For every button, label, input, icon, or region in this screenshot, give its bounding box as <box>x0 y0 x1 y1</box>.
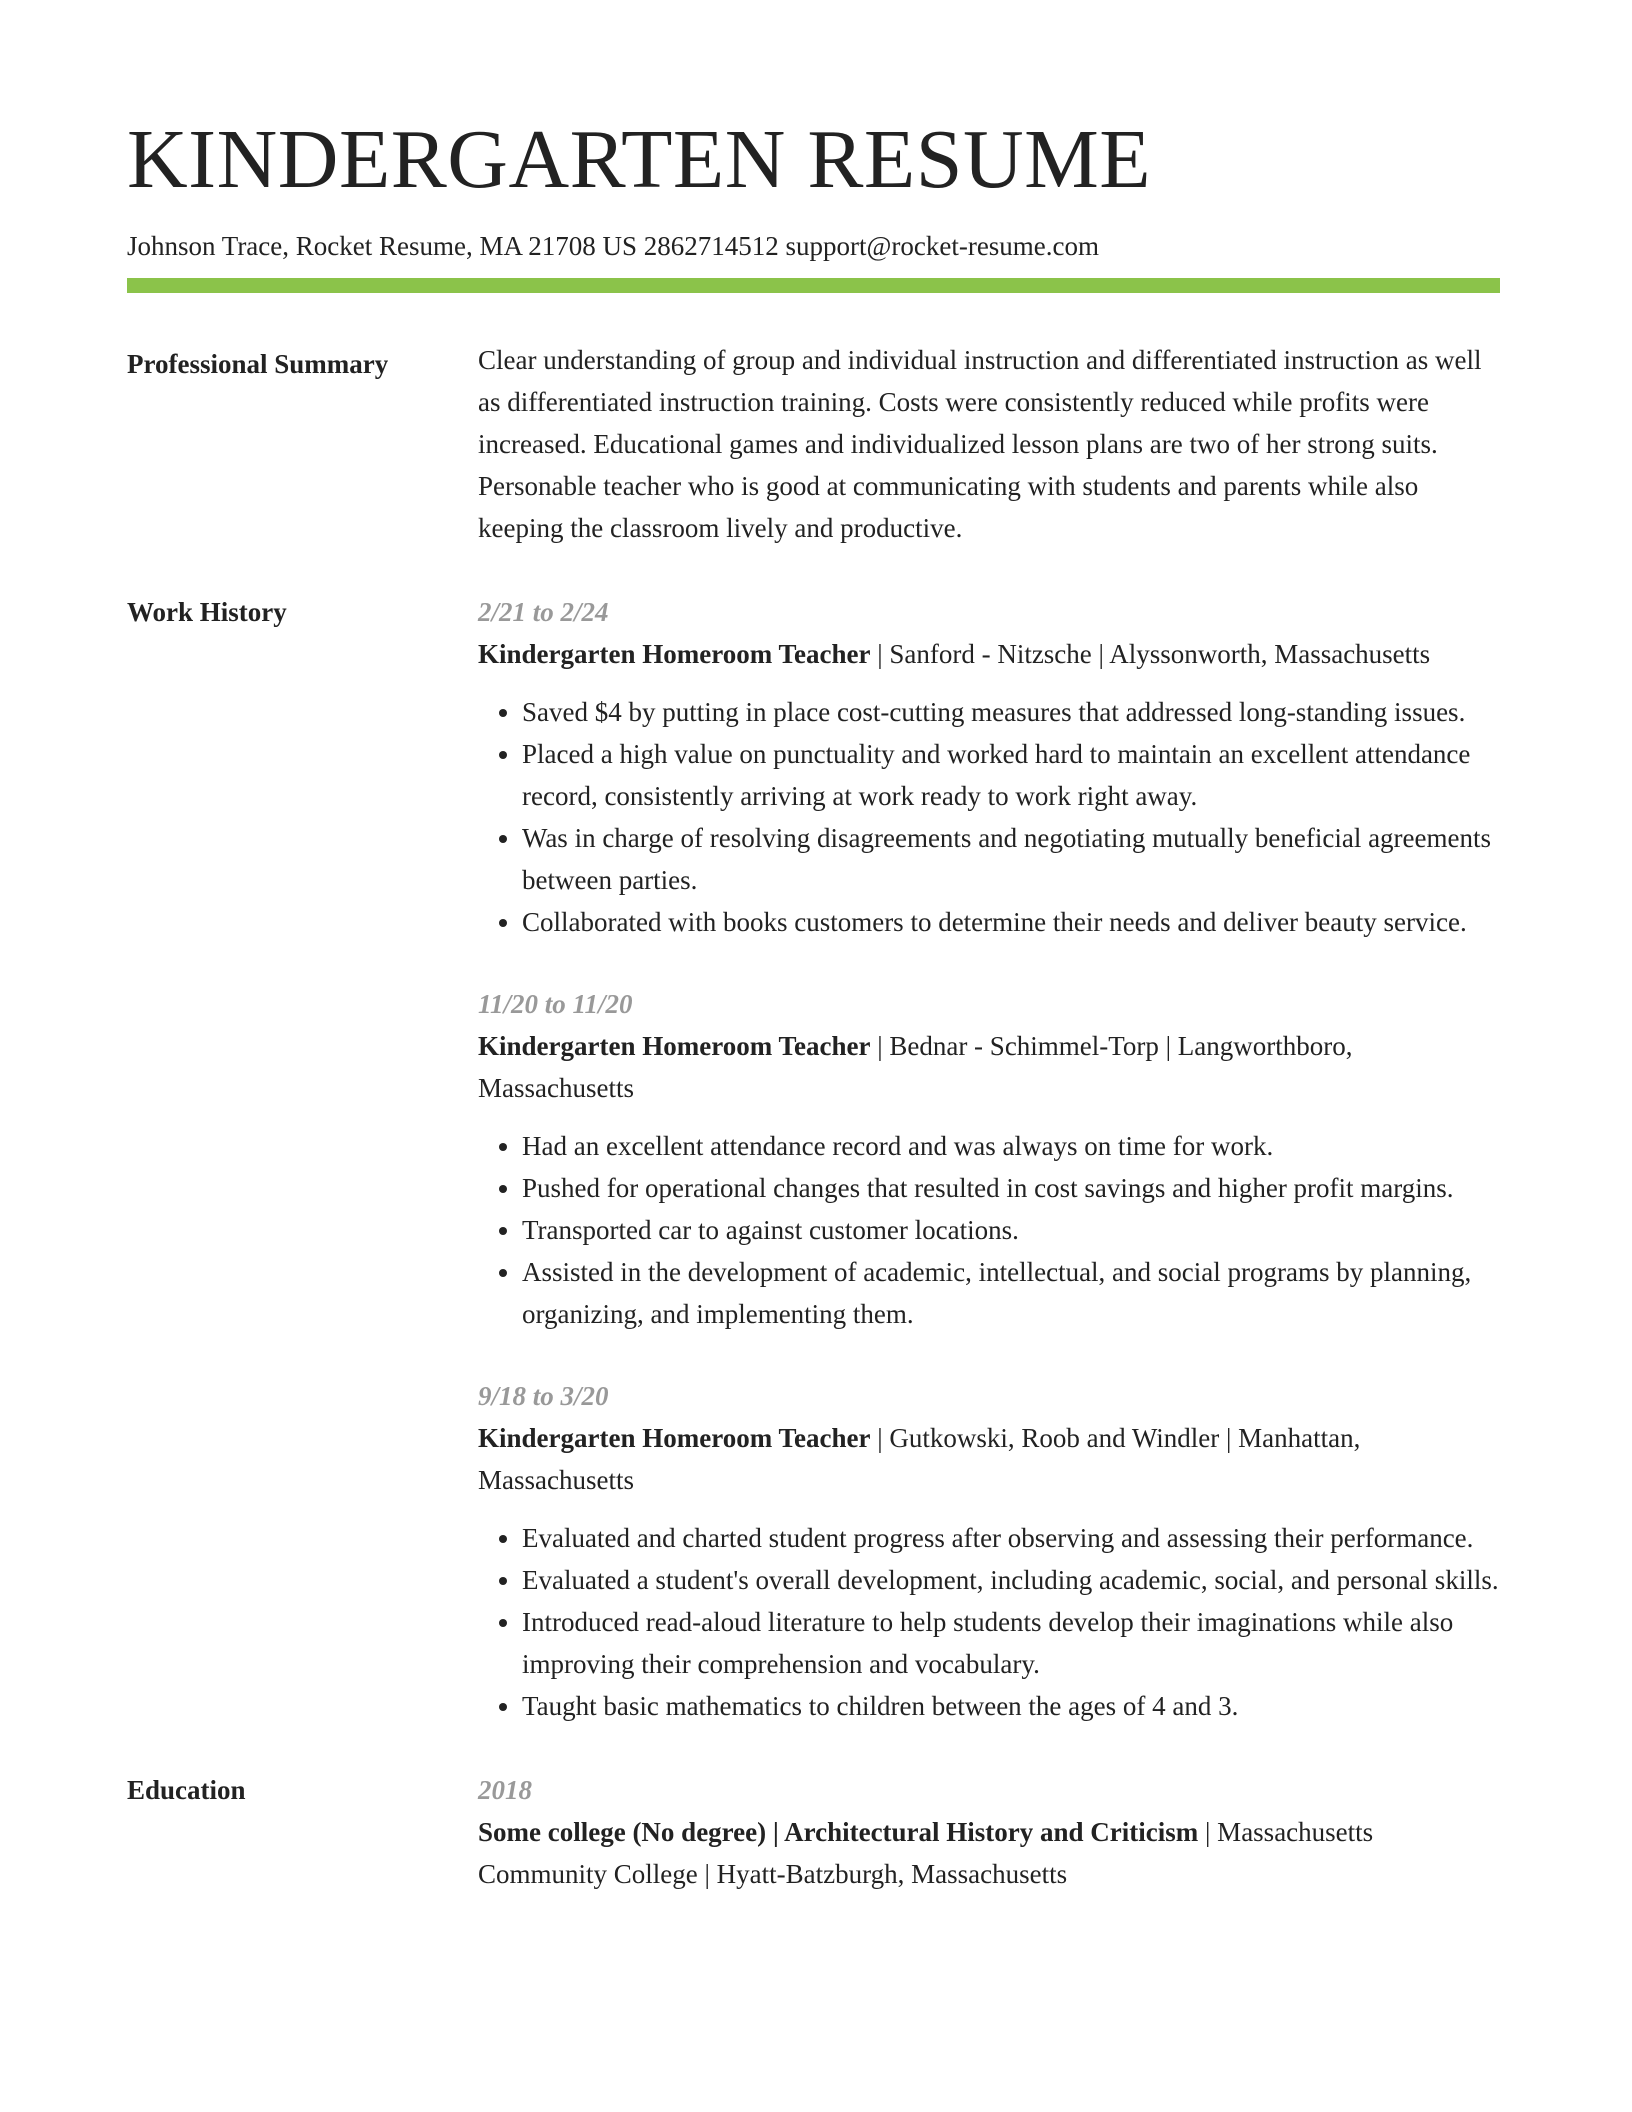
job-bullet: • Collaborated with books customers to determine their needs and deliver beauty service. <box>522 901 1500 943</box>
education-degree: Some college (No degree) | Architectural History and Criticism <box>478 1817 1199 1848</box>
summary-section <box>127 343 1500 549</box>
job-heading <box>478 1417 1500 1501</box>
job-entry <box>478 983 1500 1335</box>
job-bullets <box>478 1517 1500 1727</box>
job-bullet: • Had an excellent attendance record and was always on time for work. <box>522 1125 1500 1167</box>
job-heading <box>478 633 1500 675</box>
job-employer-location: | Sanford - Nitzsche | Alyssonworth, Massachusetts <box>870 639 1431 670</box>
job-bullet: • Evaluated a student's overall development, including academic, social, and personal skills. <box>522 1559 1500 1601</box>
job-entry <box>478 1375 1500 1727</box>
job-bullets <box>478 1125 1500 1335</box>
job-bullet: • Evaluated and charted student progress after observing and assessing their performance. <box>522 1517 1500 1559</box>
job-bullets <box>478 691 1500 943</box>
job-title: Kindergarten Homeroom Teacher <box>478 1423 871 1454</box>
job-bullet: • Introduced read-aloud literature to help students develop their imaginations while also improving their comprehension and vocabulary. <box>522 1601 1500 1685</box>
job-heading <box>478 1025 1500 1109</box>
job-bullet: • Pushed for operational changes that resulted in cost savings and higher profit margins. <box>522 1167 1500 1209</box>
summary-label: Professional Summary <box>127 349 389 380</box>
resume-title: KINDERGARTEN RESUME <box>127 113 1152 206</box>
job-title: Kindergarten Homeroom Teacher <box>478 639 871 670</box>
job-entry <box>478 591 1500 943</box>
job-employer-location: | Gutkowski, Roob and Windler | Manhattan, Massachusetts <box>478 1423 1361 1496</box>
resume-page <box>127 113 1500 1895</box>
job-dates: 9/18 to 3/20 <box>478 1381 609 1412</box>
education-section <box>127 1769 1500 1895</box>
job-bullet: • Saved $4 by putting in place cost-cutting measures that addressed long-standing issues. <box>522 691 1500 733</box>
job-bullet: • Was in charge of resolving disagreements and negotiating mutually beneficial agreements between parties. <box>522 817 1500 901</box>
work-history-section <box>127 591 1500 1727</box>
education-heading <box>478 1811 1500 1895</box>
job-dates: 11/20 to 11/20 <box>478 989 633 1020</box>
job-employer-location: | Bednar - Schimmel-Torp | Langworthboro, Massachusetts <box>478 1031 1353 1104</box>
education-school: | Massachusetts Community College | Hyatt-Batzburgh, Massachusetts <box>478 1817 1374 1890</box>
education-year: 2018 <box>478 1775 532 1806</box>
job-bullet: • Placed a high value on punctuality and worked hard to maintain an excellent attendance record, consistently arriving at work ready to work right away. <box>522 733 1500 817</box>
work-history-label: Work History <box>127 597 287 628</box>
job-bullet: • Assisted in the development of academic, intellectual, and social programs by planning, organizing, and implementing them. <box>522 1251 1500 1335</box>
job-title: Kindergarten Homeroom Teacher <box>478 1031 871 1062</box>
job-dates: 2/21 to 2/24 <box>478 597 609 628</box>
job-bullet: • Transported car to against customer locations. <box>522 1209 1500 1251</box>
header-divider <box>127 278 1500 293</box>
contact-line: Johnson Trace, Rocket Resume, MA 21708 US 2862714512 support@rocket-resume.com <box>127 231 1100 261</box>
summary-text: Clear understanding of group and individual instruction and differentiated instruction as well as differentiated instruction training. Costs were consistently reduced while profits were increased. Educational games and individualized lesson plans are two of her strong suits. Personable teacher who is good at communicating with students and parents while also keeping the classroom lively and productive. <box>478 345 1482 544</box>
job-bullet: • Taught basic mathematics to children between the ages of 4 and 3. <box>522 1685 1500 1727</box>
education-label: Education <box>127 1775 246 1806</box>
